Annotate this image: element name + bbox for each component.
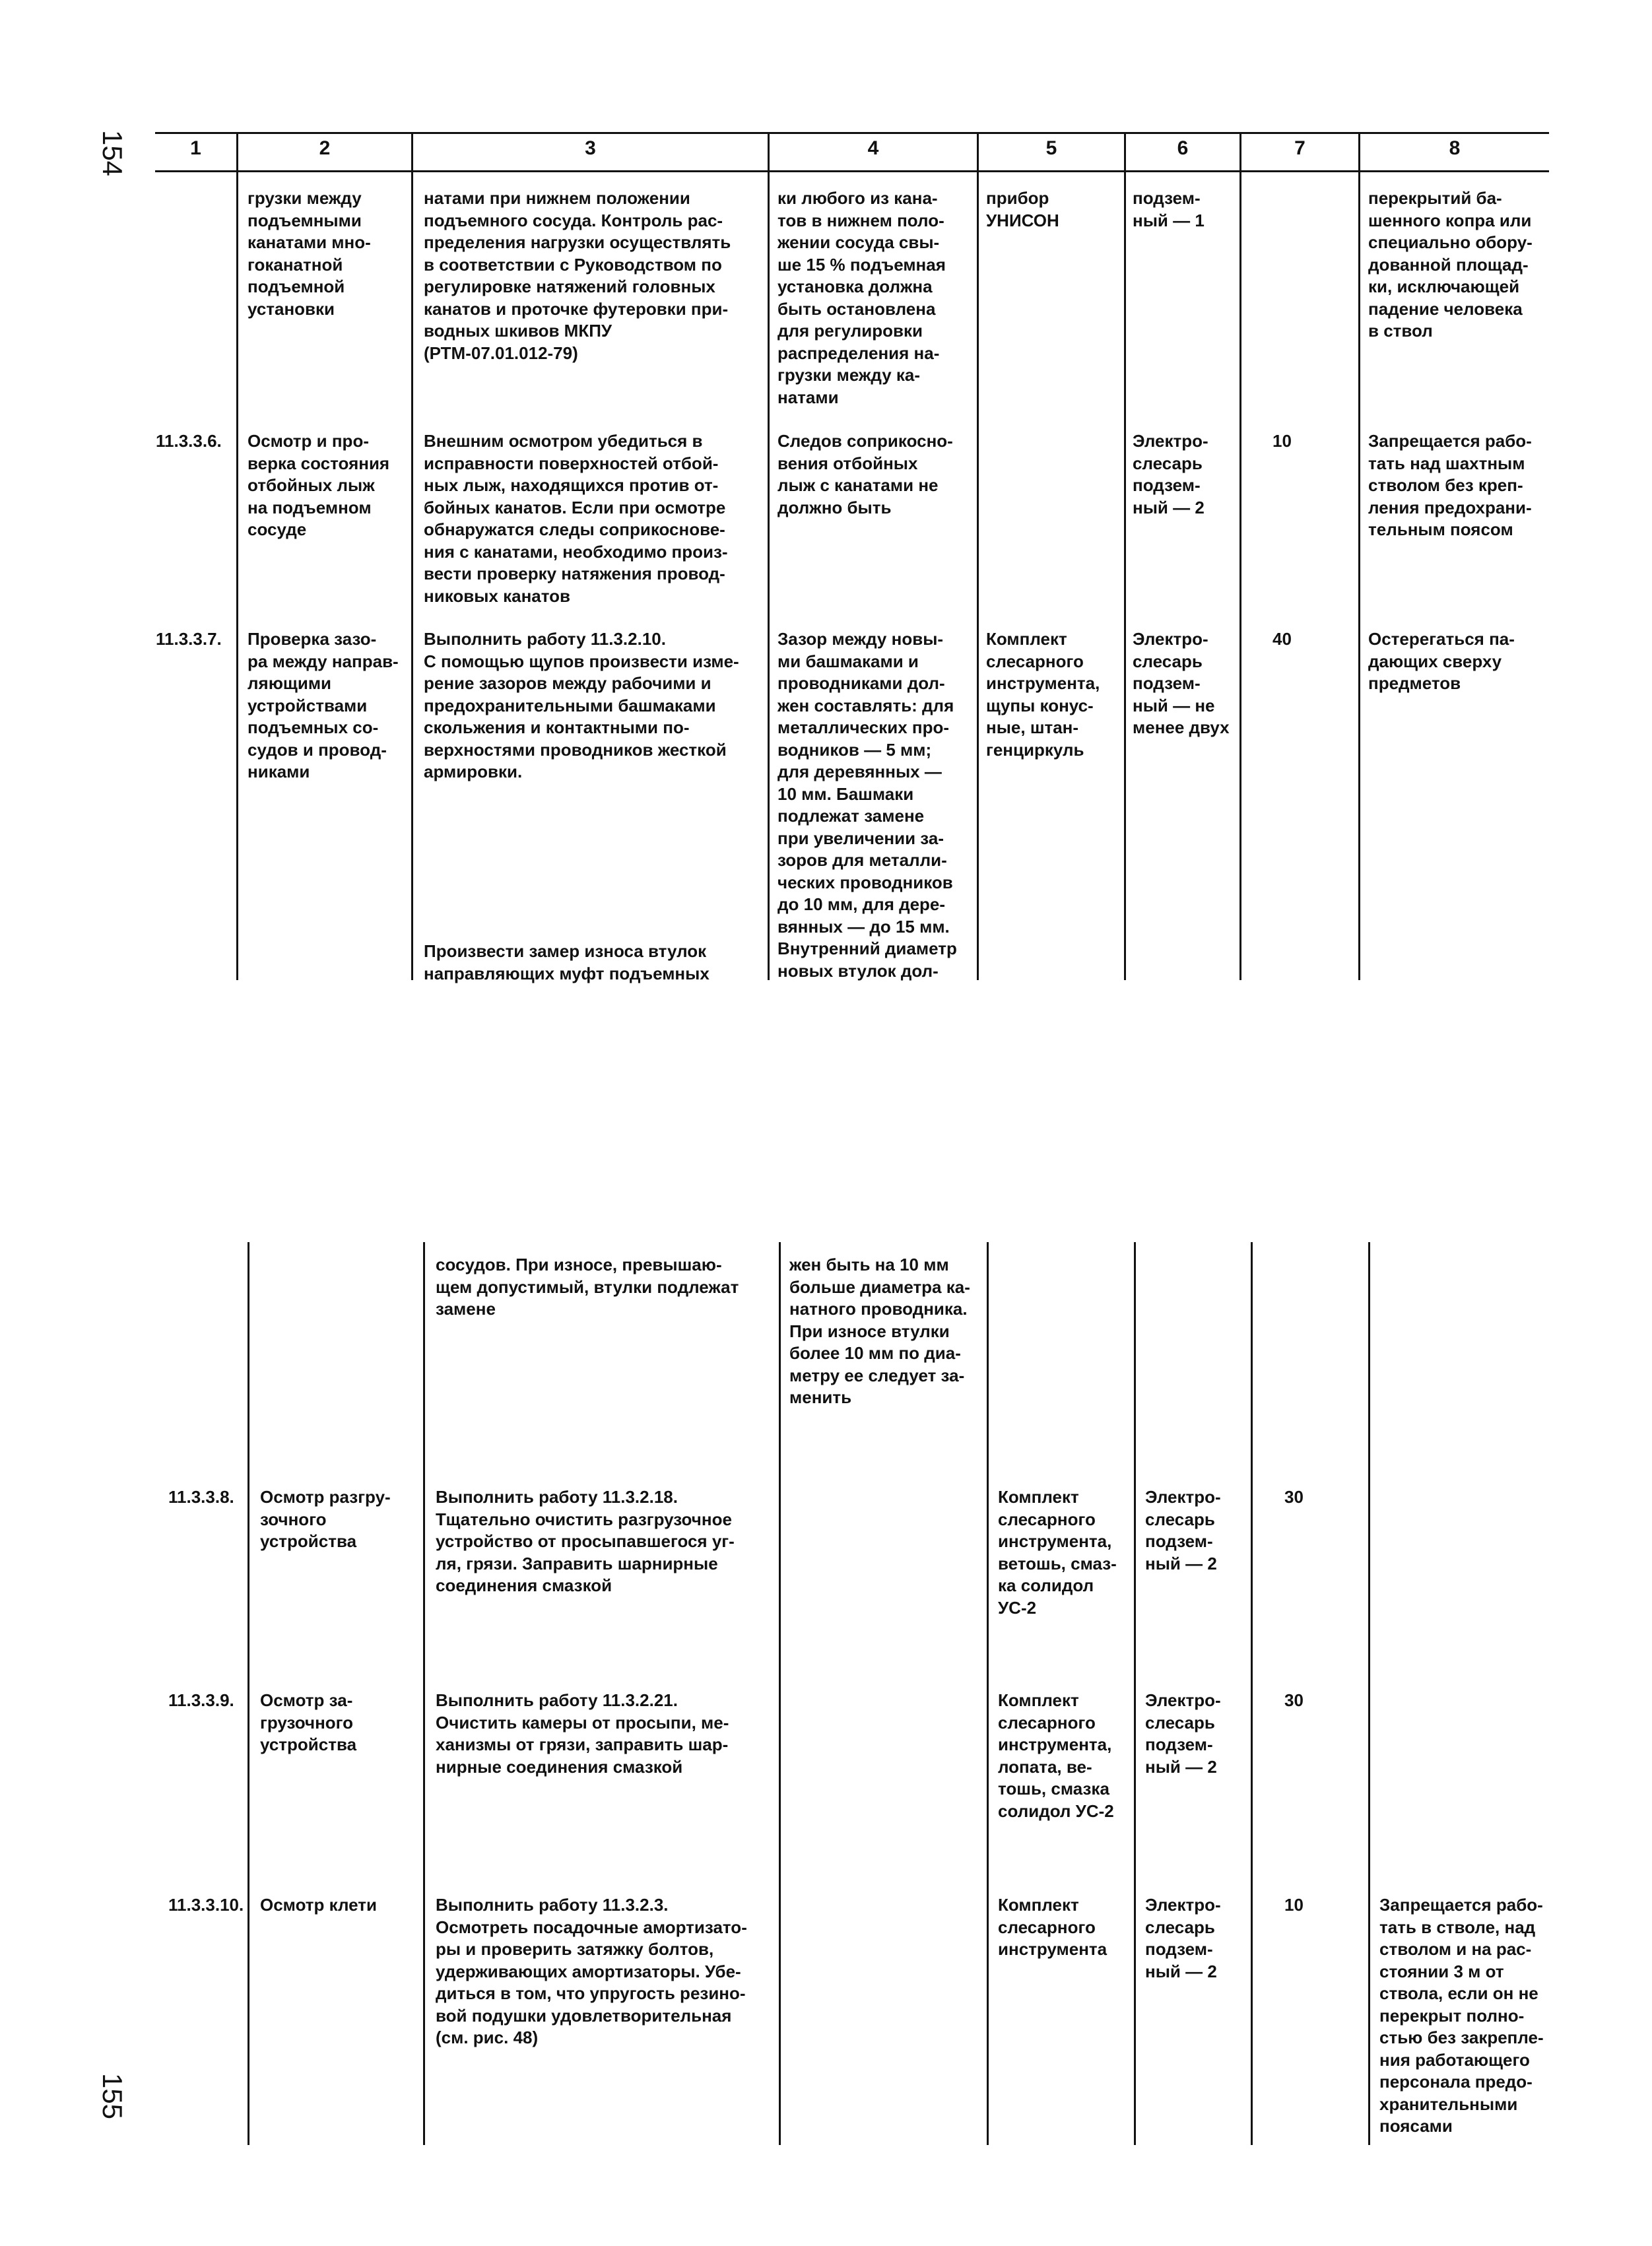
item-name: Осмотр разгру- зочного устройства [260, 1487, 391, 1551]
tools-text: Комплект слесарного инструмента, щупы конус- ные, штан- генциркуль [986, 629, 1100, 760]
top-table-vrule [411, 132, 413, 980]
procedure-text: Выполнить работу 11.3.2.21. Очистить камеры от просыпи, ме- ханизмы от грязи, заправить шар- нирные соединения смазкой [436, 1690, 729, 1777]
procedure-text: Выполнить работу 11.3.2.3. Осмотреть посадочные амортизато- ры и проверить затяжку болтов, удерживающих амортизаторы. Убе- диться в том, что упругость резино- вой подушки удовлетворительная (см. рис. 48) [436, 1895, 747, 2047]
safety-text: Запрещается рабо- тать над шахтным стволом без креп- ления предохрани- тельным поясом [1368, 431, 1532, 539]
column-header: 6 [1177, 137, 1189, 159]
page-number-top: 154 [97, 129, 129, 177]
tools-text: Комплект слесарного инструмента [998, 1895, 1107, 1959]
item-number: 11.3.3.10. [168, 1895, 244, 1915]
safety-text: перекрытий ба- шенного копра или специально обору- дованной площад- ки, исключающей падение человека в ствол [1368, 188, 1533, 341]
tools-text: Комплект слесарного инструмента, лопата, ве- тошь, смазка солидол УС-2 [998, 1690, 1114, 1821]
top-table-vrule [1358, 132, 1360, 980]
top-table-rule [155, 132, 1549, 134]
bottom-table-vrule [987, 1242, 989, 2145]
procedure-text: Внешним осмотром убедиться в исправности поверхностей отбой- ных лыж, находящихся против от- бойных канатов. Если при осмотре обнаружатся следы соприкоснове- ния с канатами, необходимо произ- вести проверку натяжения провод- никовых канатов [424, 431, 728, 606]
requirements-text: ки любого из кана- тов в нижнем поло- жении сосуда свы- ше 15 % подъемная установка должна быть остановлена для регулировки распределения на- грузки между ка- натами [777, 188, 946, 407]
tools-text: Комплект слесарного инструмента, ветошь, смаз- ка солидол УС-2 [998, 1487, 1117, 1618]
item-name: Осмотр за- грузочного устройства [260, 1690, 357, 1754]
bottom-table-vrule [1251, 1242, 1253, 2145]
column-header: 1 [190, 137, 201, 159]
top-table-rule [155, 170, 1549, 172]
bottom-table-vrule [1134, 1242, 1136, 2145]
safety-text: Запрещается рабо- тать в стволе, над стволом и на рас- стоянии 3 м от ствола, если он не перекрыт полно- стью без закрепле- ния работающего персонала предо- хранительными поясами [1379, 1895, 1544, 2136]
item-name: Осмотр клети [260, 1895, 377, 1915]
item-name: Осмотр и про- верка состояния отбойных лыж на подъемном сосуде [248, 431, 390, 539]
top-table-vrule [977, 132, 979, 980]
page-number-bottom: 155 [97, 2072, 129, 2120]
procedure-text: сосудов. При износе, превышаю- щем допустимый, втулки подлежат замене [436, 1255, 739, 1319]
tools-text: прибор УНИСОН [986, 188, 1059, 230]
safety-text: Остерегаться па- дающих сверху предметов [1368, 629, 1515, 693]
column-header: 2 [319, 137, 331, 159]
time-value: 30 [1284, 1487, 1304, 1507]
item-number: 11.3.3.8. [168, 1487, 234, 1507]
top-table-vrule [1239, 132, 1241, 980]
item-number: 11.3.3.6. [156, 431, 222, 451]
time-value: 30 [1284, 1690, 1304, 1710]
item-name: грузки между подъемными канатами мно- гоканатной подъемной установки [248, 188, 371, 319]
top-table-vrule [768, 132, 770, 980]
column-header: 3 [585, 137, 596, 159]
staff-text: Электро- слесарь подзем- ный — 2 [1145, 1895, 1221, 1981]
requirements-text: Следов соприкосно- вения отбойных лыж с канатами не должно быть [777, 431, 953, 517]
requirements-text: Зазор между новы- ми башмаками и проводниками дол- жен составлять: для металлических про- водников — 5 мм; для деревянных — 10 мм. Башмаки подлежат замене при увеличении за- зоров для металли- ческих проводников до 10 мм, для дере- вянных — до 15 мм. Внутренний диаметр новых втулок дол- [777, 629, 957, 981]
time-value: 10 [1284, 1895, 1304, 1915]
procedure-text: Выполнить работу 11.3.2.10. С помощью щупов произвести изме- рение зазоров между рабочими и предохранительными башмаками скольжения и контактными по- верхностями проводников жесткой армировки. [424, 629, 739, 781]
top-table-vrule [1124, 132, 1126, 980]
top-table-vrule [236, 132, 238, 980]
time-value: 10 [1272, 431, 1292, 451]
item-name: Проверка зазо- ра между направ- ляющими устройствами подъемных со- судов и провод- никами [248, 629, 399, 781]
bottom-table-vrule [1368, 1242, 1370, 2145]
column-header: 7 [1294, 137, 1305, 159]
column-header: 4 [867, 137, 879, 159]
procedure-text: натами при нижнем положении подъемного сосуда. Контроль рас- пределения нагрузки осуществлять в соответствии с Руководством по регулировке натяжений головных канатов и проточке футеровки при- водных шкивов МКПУ (РТМ-07.01.012-79) [424, 188, 731, 363]
item-number: 11.3.3.7. [156, 629, 222, 649]
procedure-text-extra: Произвести замер износа втулок направляющих муфт подъемных [424, 941, 710, 983]
staff-text: Электро- слесарь подзем- ный — 2 [1145, 1487, 1221, 1573]
column-header: 5 [1045, 137, 1057, 159]
staff-text: Электро- слесарь подзем- ный — 2 [1133, 431, 1208, 517]
staff-text: Электро- слесарь подзем- ный — 2 [1145, 1690, 1221, 1777]
requirements-text: жен быть на 10 мм больше диаметра ка- натного проводника. При износе втулки более 10 мм по диа- метру ее следует за- менить [789, 1255, 970, 1407]
column-header: 8 [1449, 137, 1461, 159]
time-value: 40 [1272, 629, 1292, 649]
bottom-table-vrule [779, 1242, 781, 2145]
staff-text: Электро- слесарь подзем- ный — не менее двух [1133, 629, 1230, 737]
bottom-table-vrule [423, 1242, 425, 2145]
procedure-text: Выполнить работу 11.3.2.18. Тщательно очистить разгрузочное устройство от просыпавшегося уг- ля, грязи. Заправить шарнирные соединения смазкой [436, 1487, 735, 1595]
staff-text: подзем- ный — 1 [1133, 188, 1205, 230]
item-number: 11.3.3.9. [168, 1690, 234, 1710]
